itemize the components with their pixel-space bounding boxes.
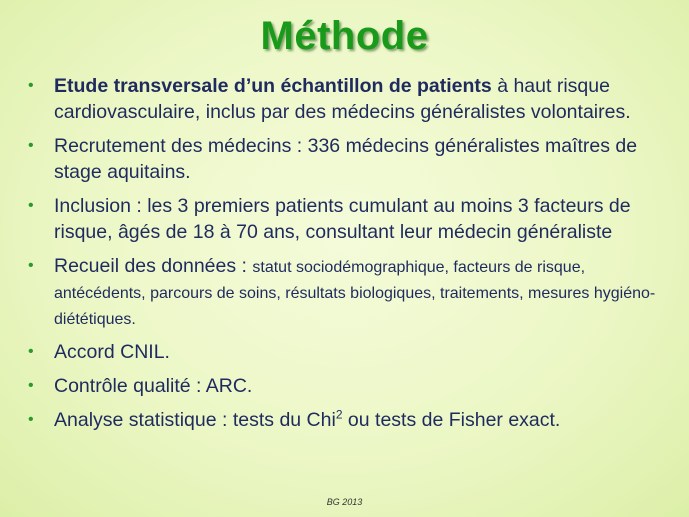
bullet-text: Recrutement des médecins : 336 médecins généralistes maîtres de stage aquitains. bbox=[54, 135, 638, 183]
bullet-text: à haut risque cardiovasculaire, inclus par des médecins généralistes volontaires. bbox=[54, 75, 631, 123]
bullet-icon: • bbox=[28, 257, 34, 274]
bullet-text: Contrôle qualité : ARC. bbox=[54, 375, 253, 397]
bullet-text: Inclusion : les 3 premiers patients cumulant au moins 3 facteurs de risque, âgés de 18 à 70 ans, consultant leur médecin généraliste bbox=[54, 195, 631, 243]
bullet-text: Analyse statistique : tests du Chi bbox=[54, 409, 336, 431]
slide-footer: BG 2013 bbox=[326, 497, 363, 507]
bullet-item-cnil bbox=[28, 339, 668, 365]
bullet-icon: • bbox=[28, 137, 34, 154]
bullet-item-statistics bbox=[28, 407, 668, 433]
bullet-item-data-collection bbox=[28, 253, 668, 331]
bullet-text-after: ou tests de Fisher exact. bbox=[342, 409, 561, 431]
bullet-item-quality-control bbox=[28, 373, 668, 399]
bullet-bold-text: Etude transversale d’un échantillon de patients bbox=[54, 75, 492, 97]
bullet-item-recruitment bbox=[28, 133, 668, 185]
bullet-text: Accord CNIL. bbox=[54, 341, 170, 363]
bullet-icon: • bbox=[28, 411, 34, 428]
bullet-item-study-design bbox=[28, 73, 668, 125]
bullet-icon: • bbox=[28, 77, 34, 94]
superscript: 2 bbox=[335, 407, 343, 422]
bullet-icon: • bbox=[28, 343, 34, 360]
bullet-text: Recueil des données : bbox=[54, 255, 253, 277]
slide-title: Méthode bbox=[260, 14, 429, 58]
bullet-icon: • bbox=[28, 377, 34, 394]
bullet-item-inclusion bbox=[28, 193, 668, 245]
bullet-small-text: statut sociodémographique, facteurs de risque, antécédents, parcours de soins, résultats biologiques, traitements, mesures hygiéno-diététiques. bbox=[54, 259, 656, 328]
bullet-list bbox=[28, 73, 668, 441]
bullet-icon: • bbox=[28, 197, 34, 214]
